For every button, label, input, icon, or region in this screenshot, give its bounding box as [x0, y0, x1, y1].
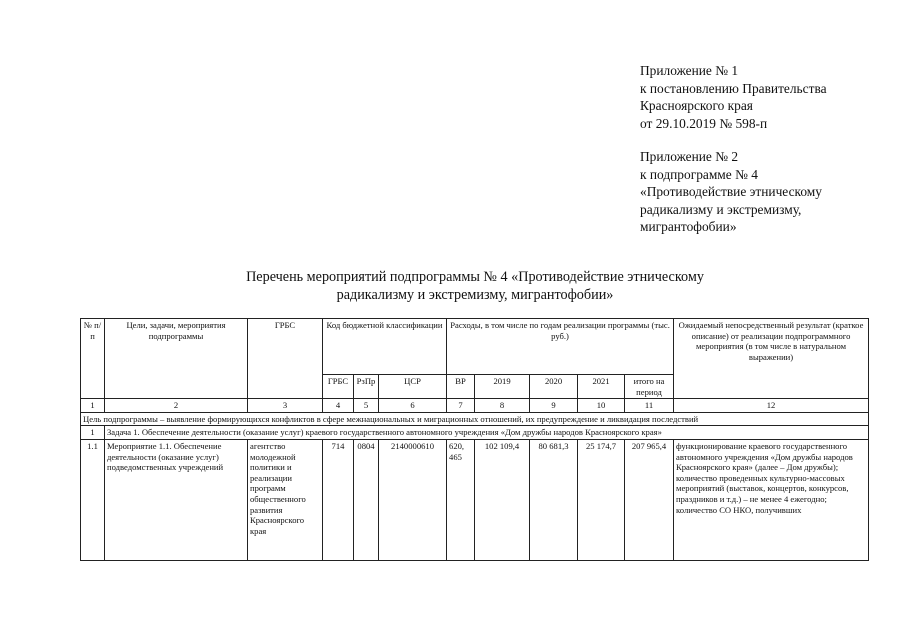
appendix-2-line: «Противодействие этническому [640, 184, 822, 200]
column-number: 2 [105, 399, 248, 413]
row-csr: 2140000610 [379, 439, 447, 560]
task-text: Задача 1. Обеспечение деятельности (оказание услуг) краевого государственного автономного учреждения «Дом дружбы народов Красноярского края» [105, 426, 869, 440]
row-2019: 102 109,4 [475, 439, 530, 560]
appendix-2-block [640, 148, 822, 236]
appendix-1-block [640, 62, 827, 132]
appendix-1-line: Приложение № 1 [640, 63, 739, 78]
column-number: 12 [674, 399, 869, 413]
subheader-rzpr: РзПр [354, 375, 379, 399]
appendix-2-line: Приложение № 2 [640, 149, 739, 164]
column-number: 10 [578, 399, 625, 413]
column-number: 3 [248, 399, 323, 413]
row-grbs: 714 [323, 439, 354, 560]
appendix-2-line: радикализму и экстремизму, [640, 201, 802, 217]
row-grbs-name: агентство молодежной политики и реализации программ общественного развития Красноярского края [248, 439, 323, 560]
column-number: 6 [379, 399, 447, 413]
goal-row [81, 412, 869, 426]
header-result: Ожидаемый непосредственный результат (краткое описание) от реализации подпрограммного мероприятия (в том числе в натуральном выражении) [674, 319, 869, 399]
row-name: Мероприятие 1.1. Обеспечение деятельности (оказание услуг) подведомственных учреждений [105, 439, 248, 560]
row-num: 1.1 [81, 439, 105, 560]
column-number: 4 [323, 399, 354, 413]
appendix-2-line: к подпрограмме № 4 [640, 166, 758, 182]
subheader-vr: ВР [447, 375, 475, 399]
measures-table [80, 318, 869, 561]
column-number: 5 [354, 399, 379, 413]
column-numbers-row [81, 399, 869, 413]
table-row [81, 439, 869, 560]
row-2020: 80 681,3 [530, 439, 578, 560]
appendix-1-line: от 29.10.2019 № 598-п [640, 115, 768, 131]
appendix-1-line: Красноярского края [640, 98, 753, 114]
subheader-total: итого на период [625, 375, 674, 399]
subheader-2021: 2021 [578, 375, 625, 399]
row-total: 207 965,4 [625, 439, 674, 560]
subheader-2019: 2019 [475, 375, 530, 399]
title-line-2: радикализму и экстремизму, мигрантофобии» [336, 287, 614, 303]
subheader-csr: ЦСР [379, 375, 447, 399]
task-num: 1 [81, 426, 105, 440]
appendix-1-line: к постановлению Правительства [640, 80, 827, 96]
appendix-2-line: мигрантофобии» [640, 219, 737, 235]
goal-text: Цель подпрограммы – выявление формирующихся конфликтов в сфере межнациональных и миграционных отношений, их предупреждение и ликвидация последствий [81, 412, 869, 426]
column-number: 11 [625, 399, 674, 413]
header-expenses: Расходы, в том числе по годам реализации программы (тыс. руб.) [447, 319, 674, 375]
header-grbs: ГРБС [248, 319, 323, 399]
column-number: 8 [475, 399, 530, 413]
row-2021: 25 174,7 [578, 439, 625, 560]
row-vr: 620, 465 [447, 439, 475, 560]
task-row [81, 426, 869, 440]
document-title [80, 268, 870, 304]
header-goals: Цели, задачи, мероприятия подпрограммы [105, 319, 248, 399]
header-row [81, 319, 869, 375]
column-number: 9 [530, 399, 578, 413]
subheader-2020: 2020 [530, 375, 578, 399]
column-number: 7 [447, 399, 475, 413]
title-line-1: Перечень мероприятий подпрограммы № 4 «Противодействие этническому [246, 269, 704, 285]
subheader-grbs: ГРБС [323, 375, 354, 399]
row-result: функционирование краевого государственного автономного учреждения «Дом дружбы народов Красноярского края» (далее – Дом дружбы); количество проведенных культурно-массовых мероприятий (выставок, концертов, конкурсов, праздников и т.д.) – не менее 4 ежегодно; количество СО НКО, получивших [674, 439, 869, 560]
header-num: № п/п [81, 319, 105, 399]
header-budget-code: Код бюджетной классификации [323, 319, 447, 375]
row-rzpr: 0804 [354, 439, 379, 560]
column-number: 1 [81, 399, 105, 413]
